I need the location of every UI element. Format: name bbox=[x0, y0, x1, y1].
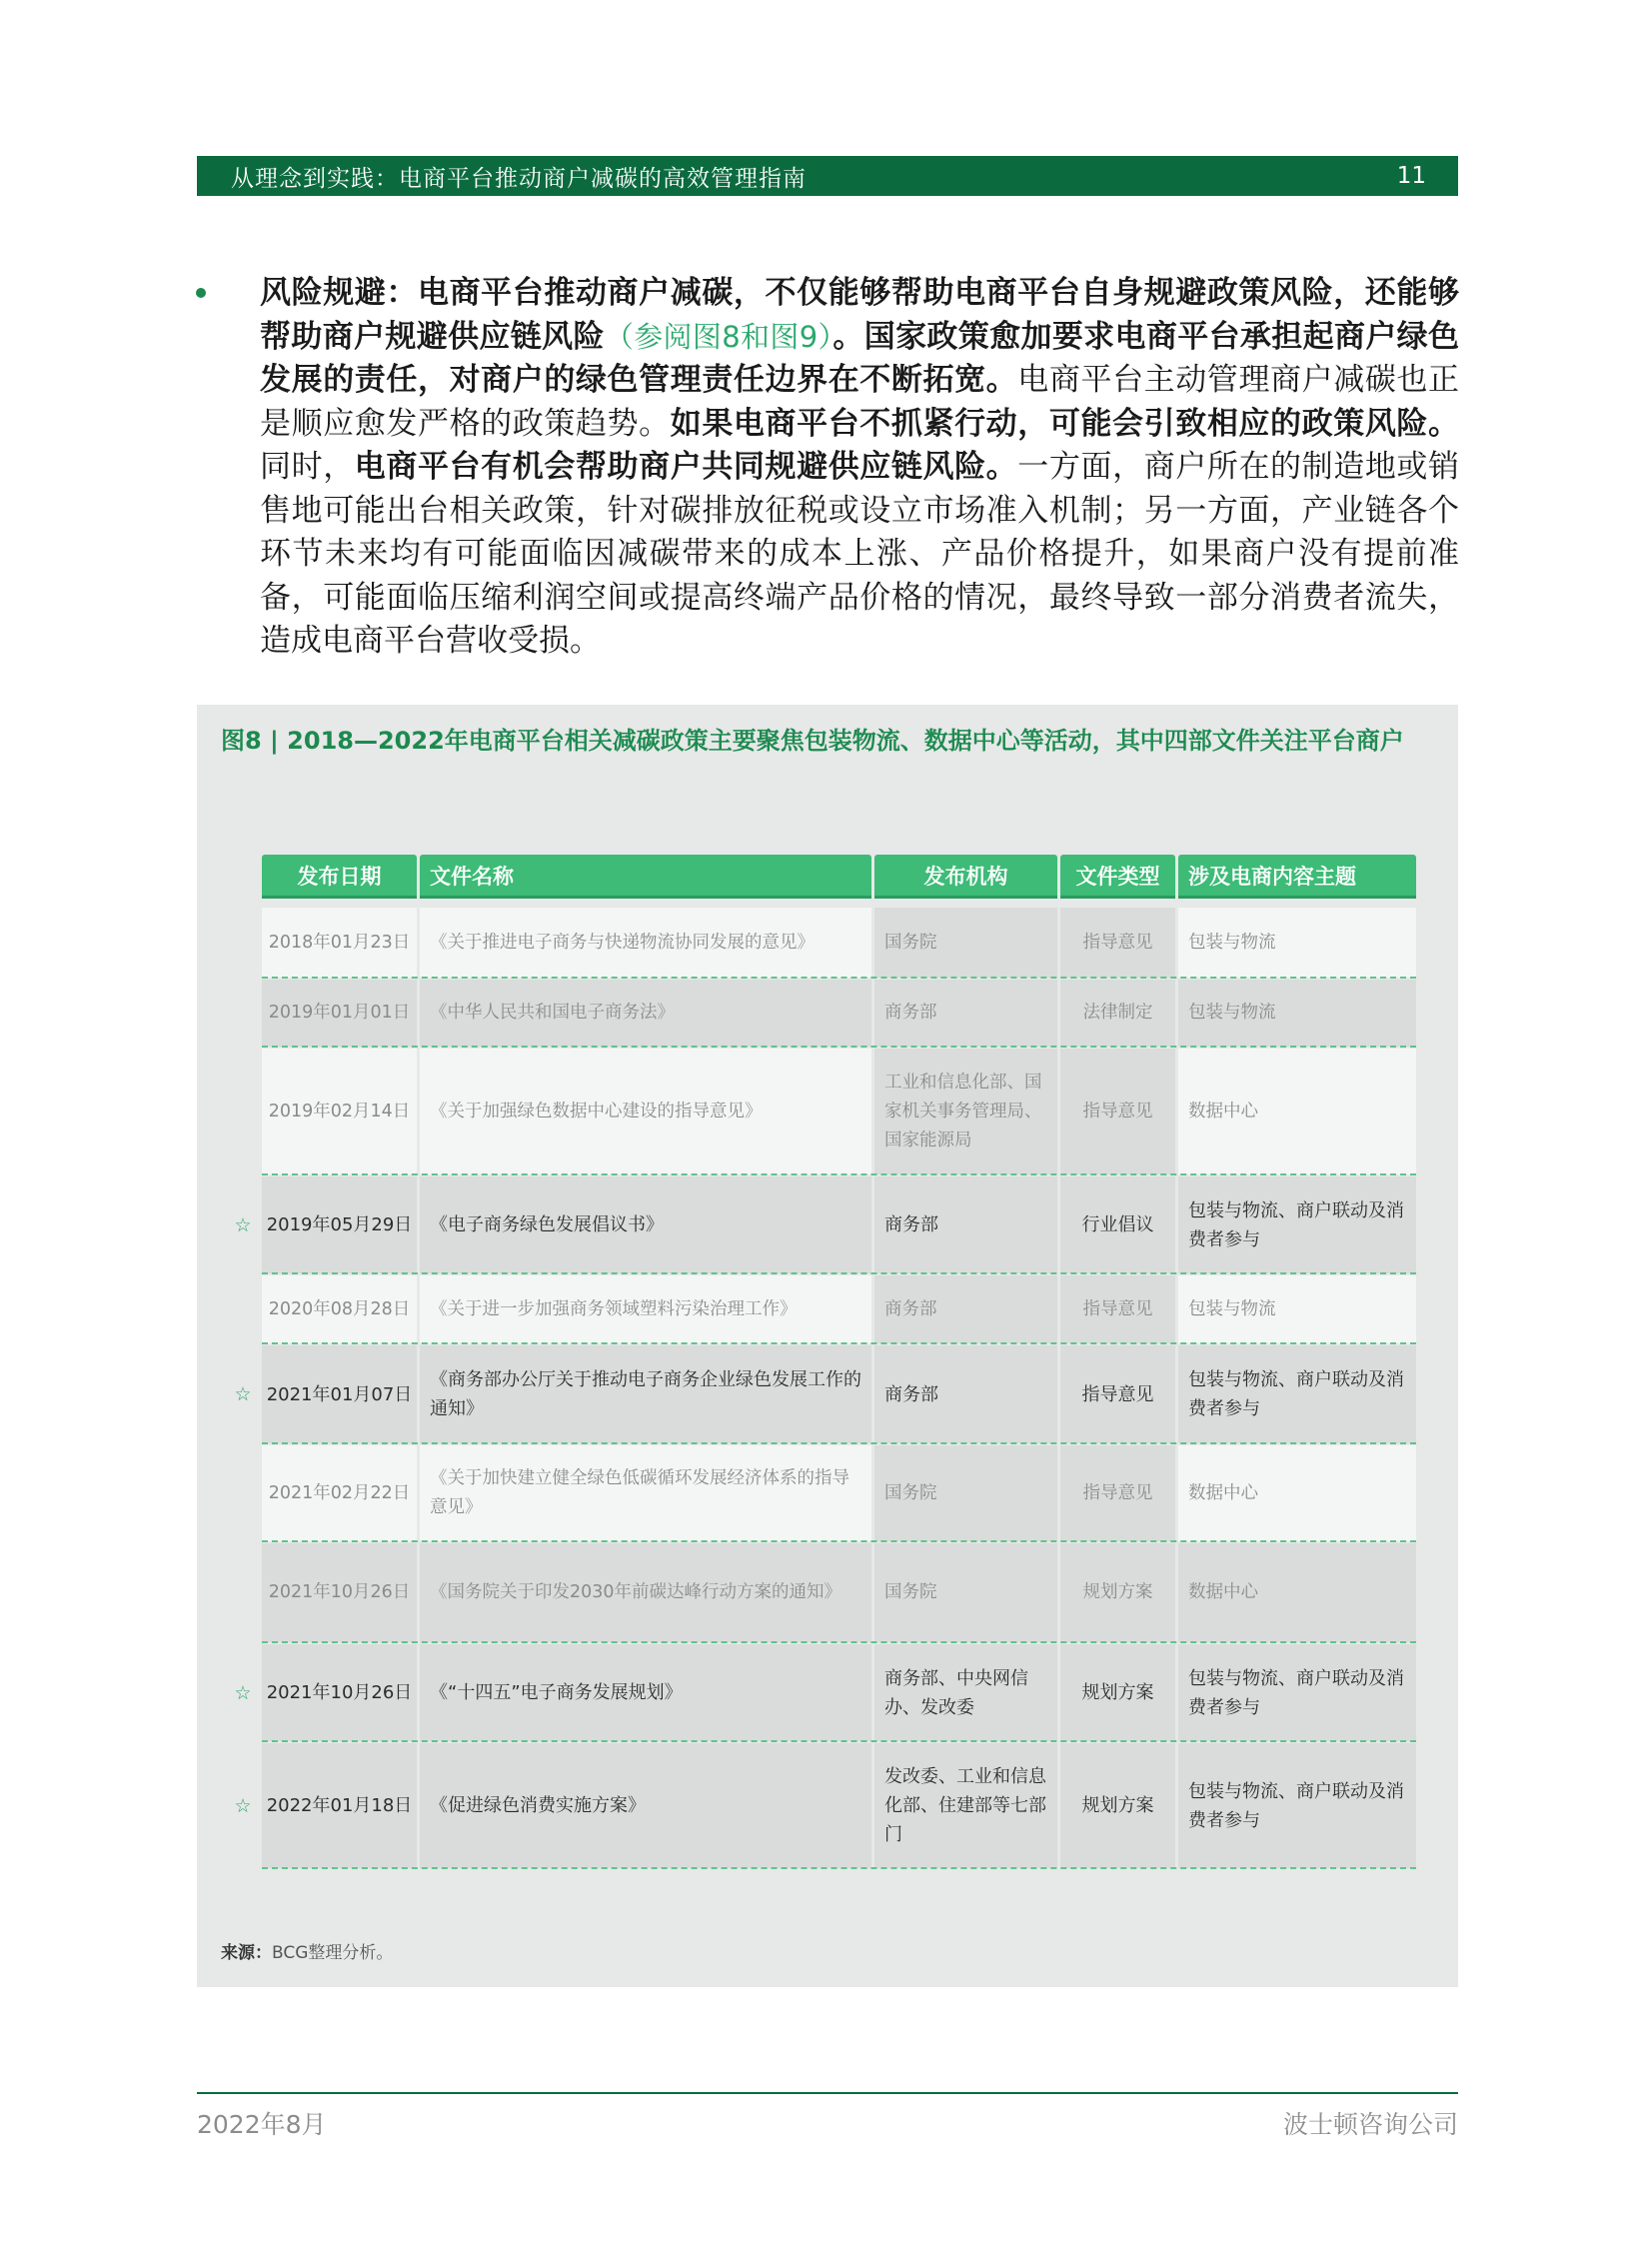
row-separator bbox=[262, 1046, 1416, 1048]
figure-reference-link[interactable]: （参阅图8和图9） bbox=[604, 319, 833, 354]
running-header bbox=[197, 156, 1458, 196]
cell-type: 指导意见 bbox=[1060, 908, 1175, 978]
footer-date: 2022年8月 bbox=[197, 2110, 327, 2139]
cell-type: 规划方案 bbox=[1060, 1644, 1175, 1741]
paragraph-text-7: 一方面，商户所在的制造地或销售地可能出台相关政策，针对碳排放征税或设立市场准入机制；另一方面，产业链各个环节未来均有可能面临因减碳带来的成本上涨、产品价格提升，如果商户没有提前准备，可能面临压缩利润空间或提高终端产品价格的情况，最终导致一部分消费者流失，造成电商平台营收受损。 bbox=[260, 449, 1460, 659]
paragraph-bold-6: 电商平台有机会帮助商户共同规避供应链风险。 bbox=[354, 449, 1018, 485]
header-name: 文件名称 bbox=[420, 855, 871, 899]
figure-source bbox=[221, 1938, 393, 1963]
cell-topic: 数据中心 bbox=[1178, 1049, 1416, 1174]
cell-type: 规划方案 bbox=[1060, 1543, 1175, 1642]
header-title: 从理念到实践：电商平台推动商户减碳的高效管理指南 bbox=[231, 165, 807, 192]
row-separator bbox=[262, 977, 1416, 979]
cell-date: 2022年01月18日 bbox=[262, 1743, 417, 1868]
cell-date: 2021年10月26日 bbox=[262, 1644, 417, 1741]
cell-org: 国务院 bbox=[874, 1543, 1057, 1642]
cell-name: 《关于加强绿色数据中心建设的指导意见》 bbox=[420, 1049, 871, 1174]
row-separator bbox=[262, 1342, 1416, 1344]
row-separator bbox=[262, 1740, 1416, 1742]
cell-topic: 包装与物流 bbox=[1178, 980, 1416, 1047]
cell-name: 《关于推进电子商务与快递物流协同发展的意见》 bbox=[420, 908, 871, 978]
cell-name: 《中华人民共和国电子商务法》 bbox=[420, 980, 871, 1047]
risk-avoidance-paragraph bbox=[260, 272, 1459, 664]
source-text: BCG整理分析。 bbox=[272, 1943, 394, 1963]
bullet-dot-icon bbox=[196, 288, 206, 298]
row-separator bbox=[262, 1540, 1416, 1542]
cell-date: 2018年01月23日 bbox=[262, 908, 417, 978]
star-outline-icon: ☆ bbox=[234, 1383, 252, 1405]
cell-name: 《电子商务绿色发展倡议书》 bbox=[420, 1176, 871, 1273]
cell-date: 2019年02月14日 bbox=[262, 1049, 417, 1174]
figure-title: 图8 | 2018—2022年电商平台相关减碳政策主要聚焦包装物流、数据中心等活动，其中四部文件关注平台商户 bbox=[221, 727, 1404, 755]
paragraph-bold-2: 。国家政策愈加要求电商平台承担起商户绿色发展的责任，对商户的绿色管理责任边界在不断拓宽。 bbox=[260, 318, 1460, 398]
cell-date: 2019年01月01日 bbox=[262, 980, 417, 1047]
paragraph-bold-4: 如果电商平台不抓紧行动，可能会引致相应的政策风险。 bbox=[670, 405, 1460, 442]
source-label: 来源： bbox=[221, 1943, 272, 1963]
cell-type: 规划方案 bbox=[1060, 1743, 1175, 1868]
cell-org: 商务部 bbox=[874, 1176, 1057, 1273]
footer-org: 波士顿咨询公司 bbox=[1282, 2110, 1458, 2139]
cell-type: 指导意见 bbox=[1060, 1049, 1175, 1174]
cell-name: 《促进绿色消费实施方案》 bbox=[420, 1743, 871, 1868]
cell-type: 指导意见 bbox=[1060, 1345, 1175, 1443]
cell-type: 指导意见 bbox=[1060, 1445, 1175, 1541]
cell-name: 《关于进一步加强商务领域塑料污染治理工作》 bbox=[420, 1275, 871, 1343]
cell-topic: 包装与物流、商户联动及消费者参与 bbox=[1178, 1345, 1416, 1443]
row-separator bbox=[262, 1442, 1416, 1444]
cell-org: 商务部 bbox=[874, 980, 1057, 1047]
cell-date: 2021年02月22日 bbox=[262, 1445, 417, 1541]
cell-name: 《商务部办公厅关于推动电子商务企业绿色发展工作的通知》 bbox=[420, 1345, 871, 1443]
star-outline-icon: ☆ bbox=[234, 1213, 252, 1236]
star-outline-icon: ☆ bbox=[234, 1794, 252, 1817]
cell-date: 2021年10月26日 bbox=[262, 1543, 417, 1642]
cell-name: 《“十四五”电子商务发展规划》 bbox=[420, 1644, 871, 1741]
cell-date: 2020年08月28日 bbox=[262, 1275, 417, 1343]
cell-date: 2021年01月07日 bbox=[262, 1345, 417, 1443]
cell-topic: 包装与物流、商户联动及消费者参与 bbox=[1178, 1644, 1416, 1741]
header-type: 文件类型 bbox=[1060, 855, 1175, 899]
cell-topic: 包装与物流、商户联动及消费者参与 bbox=[1178, 1176, 1416, 1273]
cell-type: 行业倡议 bbox=[1060, 1176, 1175, 1273]
paragraph-text-3: 电商平台主动管理商户减碳也正是顺应愈发严格的政策趋势。 bbox=[260, 362, 1460, 442]
paragraph-bold-1: 风险规避：电商平台推动商户减碳，不仅能够帮助电商平台自身规避政策风险，还能够帮助商户规避供应链风险 bbox=[260, 275, 1459, 355]
cell-topic: 数据中心 bbox=[1178, 1543, 1416, 1642]
cell-org: 工业和信息化部、国家机关事务管理局、国家能源局 bbox=[874, 1049, 1057, 1174]
row-separator bbox=[262, 1173, 1416, 1175]
row-separator bbox=[262, 1641, 1416, 1643]
cell-date: 2019年05月29日 bbox=[262, 1176, 417, 1273]
header-date: 发布日期 bbox=[262, 855, 417, 899]
footer-divider bbox=[197, 2092, 1458, 2094]
cell-org: 国务院 bbox=[874, 908, 1057, 978]
header-org: 发布机构 bbox=[874, 855, 1057, 899]
cell-org: 商务部、中央网信办、发改委 bbox=[874, 1644, 1057, 1741]
page-number: 11 bbox=[1396, 163, 1426, 189]
cell-org: 商务部 bbox=[874, 1345, 1057, 1443]
cell-topic: 数据中心 bbox=[1178, 1445, 1416, 1541]
paragraph-text-5: 同时， bbox=[260, 449, 355, 485]
cell-topic: 包装与物流、商户联动及消费者参与 bbox=[1178, 1743, 1416, 1868]
cell-name: 《国务院关于印发2030年前碳达峰行动方案的通知》 bbox=[420, 1543, 871, 1642]
cell-org: 国务院 bbox=[874, 1445, 1057, 1541]
row-separator bbox=[262, 1867, 1416, 1869]
cell-org: 商务部 bbox=[874, 1275, 1057, 1343]
cell-topic: 包装与物流 bbox=[1178, 1275, 1416, 1343]
star-outline-icon: ☆ bbox=[234, 1681, 252, 1704]
row-separator bbox=[262, 1272, 1416, 1274]
cell-type: 指导意见 bbox=[1060, 1275, 1175, 1343]
cell-name: 《关于加快建立健全绿色低碳循环发展经济体系的指导意见》 bbox=[420, 1445, 871, 1541]
cell-topic: 包装与物流 bbox=[1178, 908, 1416, 978]
cell-type: 法律制定 bbox=[1060, 980, 1175, 1047]
cell-org: 发改委、工业和信息化部、住建部等七部门 bbox=[874, 1743, 1057, 1868]
header-topic: 涉及电商内容主题 bbox=[1178, 855, 1416, 899]
